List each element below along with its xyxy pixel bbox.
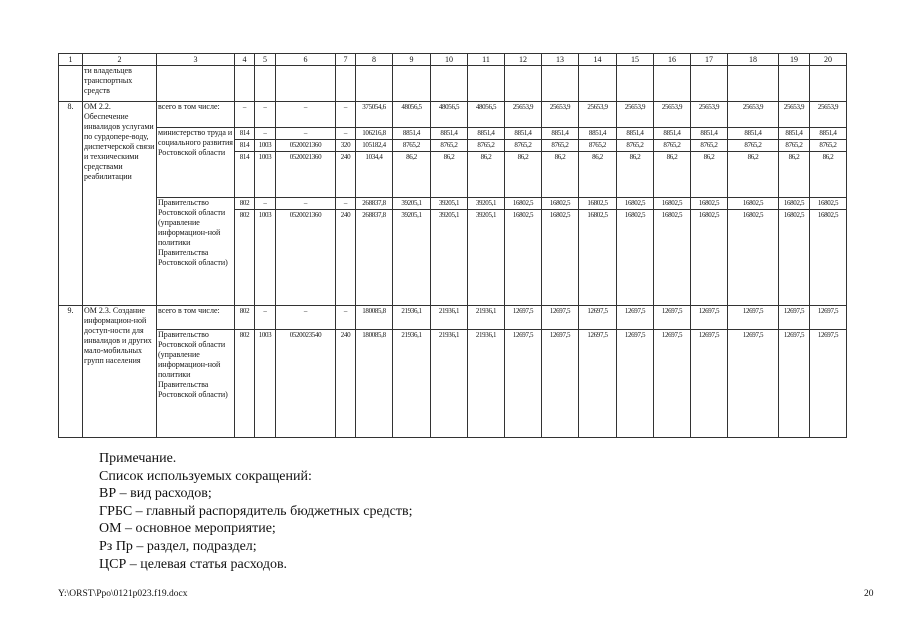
amount-cell: 268837,8 — [356, 198, 393, 210]
empty-cell — [579, 66, 617, 102]
column-number: 13 — [542, 54, 579, 66]
empty-cell — [728, 66, 779, 102]
rzpr-cell: – — [255, 198, 276, 210]
amount-cell: 8851,4 — [542, 128, 579, 140]
amount-cell: 86,2 — [579, 152, 617, 198]
amount-cell: 8765,2 — [431, 140, 468, 152]
column-number: 7 — [336, 54, 356, 66]
amount-cell: 39205,1 — [468, 198, 505, 210]
empty-cell — [779, 66, 810, 102]
amount-cell: 86,2 — [468, 152, 505, 198]
empty-cell — [356, 66, 393, 102]
amount-cell: 16802,5 — [579, 198, 617, 210]
amount-cell: 25653,9 — [779, 102, 810, 128]
column-number: 18 — [728, 54, 779, 66]
column-number: 15 — [617, 54, 654, 66]
amount-cell: 8765,2 — [542, 140, 579, 152]
vr-cell: 240 — [336, 330, 356, 438]
amount-cell: 8765,2 — [728, 140, 779, 152]
amount-cell: 8851,4 — [579, 128, 617, 140]
csr-cell: 0520021360 — [276, 210, 336, 306]
amount-cell: 8851,4 — [728, 128, 779, 140]
grbs-cell: 814 — [235, 140, 255, 152]
vr-cell: 240 — [336, 152, 356, 198]
amount-cell: 12697,5 — [728, 330, 779, 438]
column-number-row — [59, 54, 847, 66]
amount-cell: 8851,4 — [617, 128, 654, 140]
column-number: 3 — [157, 54, 235, 66]
amount-cell: 12697,5 — [810, 330, 847, 438]
note-line: ЦСР – целевая статья расходов. — [99, 556, 288, 572]
amount-cell: 25653,9 — [579, 102, 617, 128]
empty-cell — [235, 66, 255, 102]
amount-cell: 21936,1 — [393, 330, 431, 438]
note-line: ОМ – основное мероприятие; — [99, 521, 276, 537]
page-number: 20 — [864, 589, 874, 599]
amount-cell: 16802,5 — [617, 210, 654, 306]
column-number: 6 — [276, 54, 336, 66]
executor-government: Правительство Ростовской области (управление информацион-ной политики Правительства Ростовской области) — [157, 330, 235, 438]
amount-cell: 8765,2 — [505, 140, 542, 152]
empty-cell — [654, 66, 691, 102]
amount-cell: 86,2 — [542, 152, 579, 198]
amount-cell: 16802,5 — [542, 198, 579, 210]
empty-cell — [157, 66, 235, 102]
amount-cell: 12697,5 — [691, 330, 728, 438]
amount-cell: 86,2 — [431, 152, 468, 198]
amount-cell: 8851,4 — [393, 128, 431, 140]
column-number: 20 — [810, 54, 847, 66]
executor-total: всего в том числе: — [157, 306, 235, 330]
table-row — [59, 128, 847, 140]
amount-cell: 12697,5 — [617, 330, 654, 438]
column-number: 5 — [255, 54, 276, 66]
amount-cell: 8851,4 — [654, 128, 691, 140]
column-number: 4 — [235, 54, 255, 66]
vr-cell: – — [336, 128, 356, 140]
grbs-cell: 814 — [235, 128, 255, 140]
column-number: 19 — [779, 54, 810, 66]
amount-cell: 16802,5 — [542, 210, 579, 306]
rzpr-cell: – — [255, 306, 276, 330]
budget-table — [58, 53, 847, 438]
amount-cell: 8765,2 — [691, 140, 728, 152]
grbs-cell: – — [235, 102, 255, 128]
amount-cell: 25653,9 — [691, 102, 728, 128]
grbs-cell: 802 — [235, 198, 255, 210]
amount-cell: 12697,5 — [728, 306, 779, 330]
amount-cell: 12697,5 — [579, 330, 617, 438]
executor-ministry: министерство труда и социального развития Ростовской области — [157, 128, 235, 198]
vr-cell: – — [336, 102, 356, 128]
amount-cell: 48056,5 — [431, 102, 468, 128]
amount-cell: 16802,5 — [617, 198, 654, 210]
amount-cell: 8765,2 — [654, 140, 691, 152]
empty-cell — [505, 66, 542, 102]
note-line: ГРБС – главный распорядитель бюджетных средств; — [99, 503, 413, 519]
row-number: 8. — [59, 102, 83, 306]
rzpr-cell: 1003 — [255, 330, 276, 438]
amount-cell: 12697,5 — [779, 330, 810, 438]
amount-cell: 8851,4 — [431, 128, 468, 140]
table-row — [59, 330, 847, 438]
amount-cell: 8851,4 — [691, 128, 728, 140]
empty-cell — [431, 66, 468, 102]
table-row — [59, 102, 847, 128]
amount-cell: 12697,5 — [617, 306, 654, 330]
amount-cell: 86,2 — [393, 152, 431, 198]
vr-cell: 320 — [336, 140, 356, 152]
amount-cell: 16802,5 — [579, 210, 617, 306]
amount-cell: 8765,2 — [393, 140, 431, 152]
executor-total: всего в том числе: — [157, 102, 235, 128]
measure-name: ОМ 2.2. Обеспечение инвалидов услугами по сурдопере-воду, диспетчерской связи и техническими средствами реабилитации — [83, 102, 157, 306]
csr-cell: – — [276, 102, 336, 128]
table-body — [59, 54, 847, 438]
empty-cell — [59, 66, 83, 102]
vr-cell: – — [336, 306, 356, 330]
empty-cell — [393, 66, 431, 102]
column-number: 14 — [579, 54, 617, 66]
amount-cell: 1034,4 — [356, 152, 393, 198]
footer-file-path: Y:\ORST\Ppo\0121p023.f19.docx — [58, 589, 188, 599]
amount-cell: 25653,9 — [654, 102, 691, 128]
empty-cell — [276, 66, 336, 102]
csr-cell: – — [276, 198, 336, 210]
csr-cell: 0520021360 — [276, 152, 336, 198]
empty-cell — [810, 66, 847, 102]
executor-government: Правительство Ростовской области (управление информацион-ной политики Правительства Ростовской области) — [157, 198, 235, 306]
rzpr-cell: 1003 — [255, 140, 276, 152]
amount-cell: 16802,5 — [691, 210, 728, 306]
amount-cell: 48056,5 — [393, 102, 431, 128]
amount-cell: 25653,9 — [810, 102, 847, 128]
amount-cell: 268837,8 — [356, 210, 393, 306]
note-line: Примечание. — [99, 451, 177, 466]
amount-cell: 16802,5 — [810, 198, 847, 210]
amount-cell: 21936,1 — [431, 330, 468, 438]
amount-cell: 25653,9 — [728, 102, 779, 128]
amount-cell: 12697,5 — [505, 330, 542, 438]
amount-cell: 12697,5 — [542, 330, 579, 438]
amount-cell: 12697,5 — [505, 306, 542, 330]
amount-cell: 105182,4 — [356, 140, 393, 152]
column-number: 9 — [393, 54, 431, 66]
amount-cell: 39205,1 — [393, 210, 431, 306]
empty-cell — [617, 66, 654, 102]
empty-cell — [255, 66, 276, 102]
csr-cell: – — [276, 306, 336, 330]
amount-cell: 8851,4 — [810, 128, 847, 140]
row-number: 9. — [59, 306, 83, 438]
empty-cell — [336, 66, 356, 102]
rzpr-cell: – — [255, 102, 276, 128]
empty-cell — [542, 66, 579, 102]
continued-text: ти владельцев транспортных средств — [83, 66, 157, 102]
rzpr-cell: 1003 — [255, 210, 276, 306]
amount-cell: 16802,5 — [728, 198, 779, 210]
amount-cell: 12697,5 — [654, 330, 691, 438]
amount-cell: 39205,1 — [468, 210, 505, 306]
amount-cell: 21936,1 — [468, 306, 505, 330]
measure-name: ОМ 2.3. Создание информацион-ной доступ-ности для инвалидов и других мало-мобильных групп населения — [83, 306, 157, 438]
note-line: ВР – вид расходов; — [99, 486, 212, 502]
amount-cell: 106216,8 — [356, 128, 393, 140]
amount-cell: 16802,5 — [810, 210, 847, 306]
amount-cell: 86,2 — [654, 152, 691, 198]
amount-cell: 8765,2 — [810, 140, 847, 152]
amount-cell: 12697,5 — [691, 306, 728, 330]
amount-cell: 21936,1 — [468, 330, 505, 438]
amount-cell: 39205,1 — [431, 198, 468, 210]
column-number: 1 — [59, 54, 83, 66]
amount-cell: 16802,5 — [728, 210, 779, 306]
amount-cell: 12697,5 — [579, 306, 617, 330]
amount-cell: 375054,6 — [356, 102, 393, 128]
amount-cell: 16802,5 — [654, 210, 691, 306]
column-number: 10 — [431, 54, 468, 66]
empty-cell — [691, 66, 728, 102]
note-line: Список используемых сокращений: — [99, 468, 312, 484]
empty-cell — [468, 66, 505, 102]
amount-cell: 180085,8 — [356, 330, 393, 438]
amount-cell: 39205,1 — [393, 198, 431, 210]
amount-cell: 8765,2 — [468, 140, 505, 152]
note-line: Рз Пр – раздел, подраздел; — [99, 538, 257, 554]
column-number: 11 — [468, 54, 505, 66]
table-row — [59, 198, 847, 210]
amount-cell: 16802,5 — [505, 198, 542, 210]
table-row — [59, 66, 847, 102]
amount-cell: 48056,5 — [468, 102, 505, 128]
amount-cell: 16802,5 — [779, 198, 810, 210]
amount-cell: 8765,2 — [779, 140, 810, 152]
table-row — [59, 306, 847, 330]
amount-cell: 16802,5 — [691, 198, 728, 210]
amount-cell: 8765,2 — [617, 140, 654, 152]
csr-cell: 0520021360 — [276, 140, 336, 152]
amount-cell: 8851,4 — [505, 128, 542, 140]
amount-cell: 8851,4 — [468, 128, 505, 140]
amount-cell: 12697,5 — [810, 306, 847, 330]
amount-cell: 16802,5 — [505, 210, 542, 306]
amount-cell: 180085,8 — [356, 306, 393, 330]
amount-cell: 12697,5 — [542, 306, 579, 330]
amount-cell: 16802,5 — [779, 210, 810, 306]
vr-cell: 240 — [336, 210, 356, 306]
grbs-cell: 802 — [235, 210, 255, 306]
amount-cell: 39205,1 — [431, 210, 468, 306]
amount-cell: 86,2 — [617, 152, 654, 198]
column-number: 2 — [83, 54, 157, 66]
abbreviations-notes — [99, 450, 412, 573]
amount-cell: 86,2 — [779, 152, 810, 198]
amount-cell: 86,2 — [505, 152, 542, 198]
amount-cell: 86,2 — [810, 152, 847, 198]
amount-cell: 21936,1 — [393, 306, 431, 330]
amount-cell: 8765,2 — [579, 140, 617, 152]
rzpr-cell: – — [255, 128, 276, 140]
amount-cell: 12697,5 — [654, 306, 691, 330]
amount-cell: 86,2 — [728, 152, 779, 198]
csr-cell: 0520023540 — [276, 330, 336, 438]
amount-cell: 25653,9 — [617, 102, 654, 128]
rzpr-cell: 1003 — [255, 152, 276, 198]
column-number: 17 — [691, 54, 728, 66]
amount-cell: 25653,9 — [542, 102, 579, 128]
amount-cell: 16802,5 — [654, 198, 691, 210]
amount-cell: 86,2 — [691, 152, 728, 198]
amount-cell: 25653,9 — [505, 102, 542, 128]
column-number: 8 — [356, 54, 393, 66]
amount-cell: 12697,5 — [779, 306, 810, 330]
grbs-cell: 802 — [235, 306, 255, 330]
column-number: 12 — [505, 54, 542, 66]
amount-cell: 21936,1 — [431, 306, 468, 330]
csr-cell: – — [276, 128, 336, 140]
column-number: 16 — [654, 54, 691, 66]
grbs-cell: 814 — [235, 152, 255, 198]
amount-cell: 8851,4 — [779, 128, 810, 140]
grbs-cell: 802 — [235, 330, 255, 438]
vr-cell: – — [336, 198, 356, 210]
